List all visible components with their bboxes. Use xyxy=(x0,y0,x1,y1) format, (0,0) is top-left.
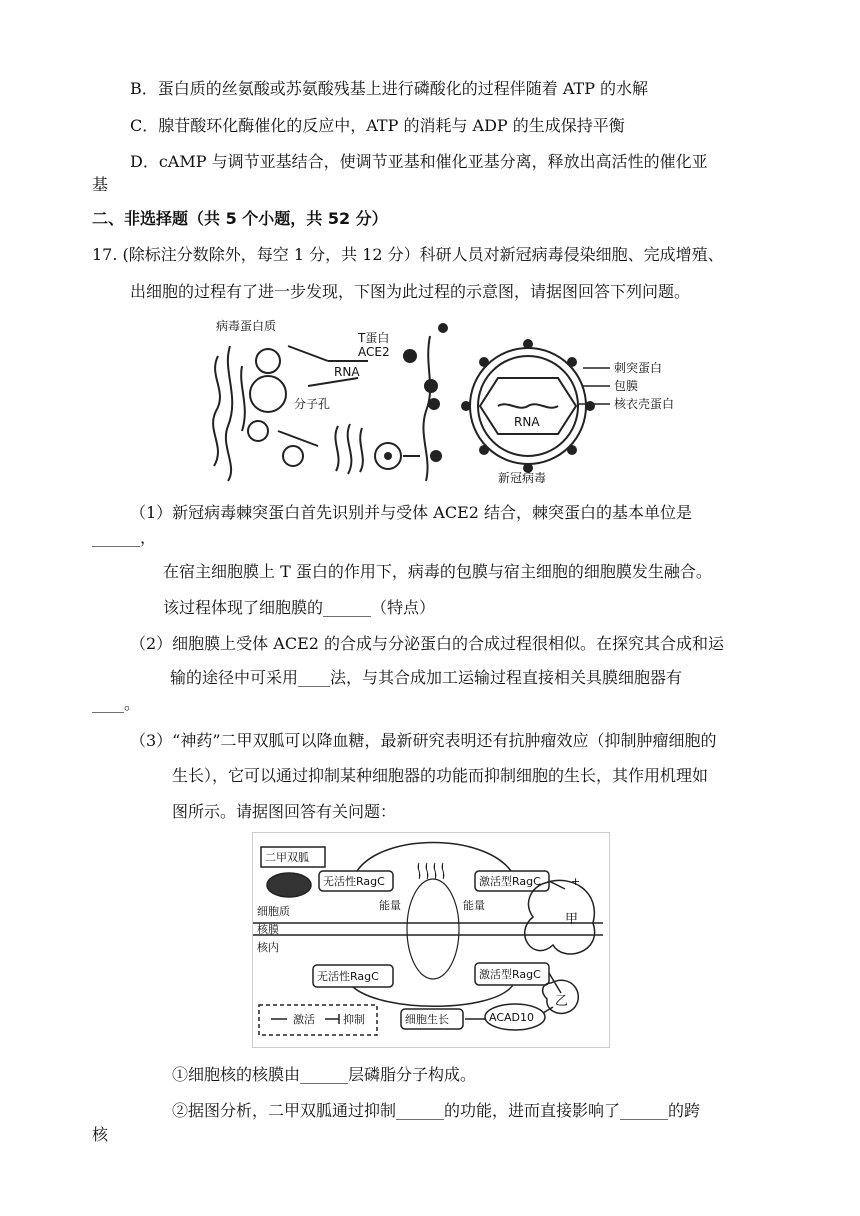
label-capsid: 核衣壳蛋白 xyxy=(614,397,675,411)
legend-inhibit: 抑制 xyxy=(343,1013,365,1026)
q17-p1-a: （1）新冠病毒棘突蛋白首先识别并与受体 ACE2 结合，棘突蛋白的基本单位是 xyxy=(130,503,693,522)
label-yi: 乙 xyxy=(555,994,569,1009)
q17-p1-d: 该过程体现了细胞膜的______（特点） xyxy=(163,598,436,617)
label-rna: RNA xyxy=(334,365,360,379)
label-virus: 新冠病毒 xyxy=(498,471,547,485)
plus-sign: + xyxy=(571,875,581,888)
label-spike: 刺突蛋白 xyxy=(614,361,663,375)
label-inactive-bottom: 无活性RagC xyxy=(317,970,379,983)
label-nuclear-membrane: 核膜 xyxy=(257,923,279,936)
label-pore: 分子孔 xyxy=(294,397,331,411)
q17-s2-a: ②据图分析，二甲双胍通过抑制______的功能，进而直接影响了______的跨 xyxy=(172,1101,701,1120)
metformin-mechanism-figure xyxy=(252,832,610,1048)
label-jia: 甲 xyxy=(565,912,579,927)
option-b: B．蛋白质的丝氨酸或苏氨酸残基上进行磷酸化的过程伴随着 ATP 的水解 xyxy=(130,79,649,98)
label-cytoplasm: 细胞质 xyxy=(257,905,290,918)
virus-infection-figure xyxy=(198,316,678,488)
label-rna2: RNA xyxy=(514,415,540,429)
label-active-bottom: 激活型RagC xyxy=(479,968,541,981)
q17-line1: 17. (除标注分数除外，每空 1 分，共 12 分）科研人员对新冠病毒侵染细胞、完成增殖、 xyxy=(92,245,724,264)
q17-p2-b: 输的途径中可采用____法，与其合成加工运输过程直接相关具膜细胞器有 xyxy=(170,668,683,687)
q17-s2-b: 核 xyxy=(92,1125,109,1144)
label-nucleus-inner: 核内 xyxy=(257,941,279,954)
q17-p3-b: 生长），它可以通过抑制某种细胞器的功能而抑制细胞的生长，其作用机理如 xyxy=(172,766,709,785)
label-energy-right: 能量 xyxy=(463,899,485,912)
label-ace2: ACE2 xyxy=(358,345,390,359)
legend-activate: 激活 xyxy=(293,1013,315,1026)
q17-p3-a: （3）“神药”二甲双胍可以降血糖，最新研究表明还有抗肿瘤效应（抑制肿瘤细胞的 xyxy=(130,731,717,750)
option-c: C．腺苷酸环化酶催化的反应中，ATP 的消耗与 ADP 的生成保持平衡 xyxy=(130,116,625,135)
q17-line2: 出细胞的过程有了进一步发现，下图为此过程的示意图，请据图回答下列问题。 xyxy=(130,282,691,301)
q17-p2-c: ____。 xyxy=(92,694,141,713)
q17-p1-c: 在宿主细胞膜上 T 蛋白的作用下，病毒的包膜与宿主细胞的细胞膜发生融合。 xyxy=(163,562,712,581)
label-inactive-top: 无活性RagC xyxy=(323,875,385,888)
q17-p1-b: ______， xyxy=(92,528,157,547)
option-d-line2: 基 xyxy=(92,175,109,194)
label-acad10: ACAD10 xyxy=(489,1011,535,1024)
q17-p3-c: 图所示。请据图回答有关问题： xyxy=(172,802,397,821)
label-t-protein: T蛋白 xyxy=(358,331,390,345)
label-envelope: 包膜 xyxy=(614,379,639,393)
q17-s1: ①细胞核的核膜由______层磷脂分子构成。 xyxy=(172,1065,477,1084)
label-active-top: 激活型RagC xyxy=(479,875,541,888)
label-cell-growth: 细胞生长 xyxy=(405,1013,449,1026)
option-d-line1: D．cAMP 与调节亚基结合，使调节亚基和催化亚基分离，释放出高活性的催化亚 xyxy=(130,152,708,171)
section-title: 二、非选择题（共 5 个小题，共 52 分） xyxy=(92,209,388,228)
label-energy-left: 能量 xyxy=(379,899,401,912)
label-metformin: 二甲双胍 xyxy=(265,851,309,864)
q17-p2-a: （2）细胞膜上受体 ACE2 的合成与分泌蛋白的合成过程很相似。在探究其合成和运 xyxy=(130,634,725,653)
label-viral-protein: 病毒蛋白质 xyxy=(216,319,277,333)
